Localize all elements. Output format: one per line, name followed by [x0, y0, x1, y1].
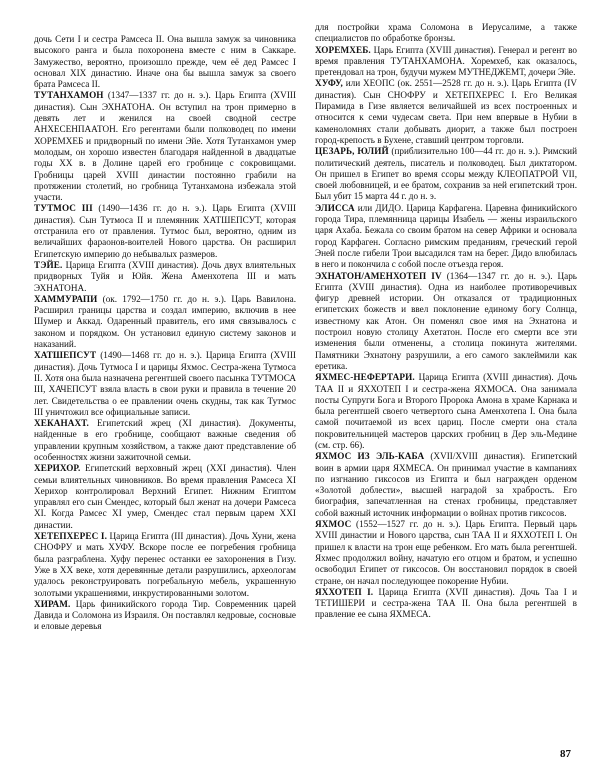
- entry-heading: ЭХНАТОН/АМЕНХОТЕП IV: [315, 270, 442, 281]
- entry-text: Египетский жрец (XI династия). Документы, найденные в его гробнице, сообщают важные сведения об управлении крупным хозяйством, а также дают представление об особенностях жизни зажиточной семьи.: [34, 418, 296, 462]
- entry-thutmose-iii: [34, 203, 296, 259]
- left-column: [34, 34, 296, 633]
- entry-tutankhamun: [34, 90, 296, 203]
- right-column: [315, 22, 577, 621]
- entry-heading: ХОРЕМХЕБ.: [315, 44, 371, 55]
- entry-text: Царица Египта (III династия). Дочь Хуни, жена СНОФРУ и мать ХУФУ. Вскоре после ее погребения гробница была разграблена. Хуфу перенес останки ее захоронения в Гизу. Уже в XX веке, хотя деревянные детали разрушились, археологам удалось реконструировать погребальную мебель, украшенную золотыми украшениями, инкрустированными золотом.: [34, 531, 296, 598]
- entry-khufu: [315, 78, 577, 146]
- entry-text: Царица Египта (XVIII династия). Дочь ТАА II и ЯХХОТЕП I и сестра-жена ЯХМОСА. Она занимала посты Супруги Бога и Второго Пророка Амона в храме Карнака и была регентшей своего четвертого сына Аменхотепа I. Она была самой почитаемой из всех цариц. После смерти она стала покровительницей мастеров царских гробниц в Дер эль-Медине (см. стр. 66).: [315, 372, 577, 450]
- entry-heading: ХАТШЕПСУТ: [34, 350, 97, 361]
- entry-hekanakht: [34, 418, 296, 463]
- left-continuation-text: дочь Сети I и сестра Рамсеса II. Она вышла замуж за чиновника высокого ранга и была похоронена вместе с ним в Саккаре. Замужество, вероятно, произошло прежде, чем её дед Рамсес I основал XIX династию. Иначе она бы вышла замуж за своего брата Рамсеса II.: [34, 34, 296, 90]
- entry-text: Царь финикийского города Тир. Современник царей Давида и Соломона из Израиля. Он поставлял кедровые, сосновые и еловые деревья: [34, 598, 296, 632]
- entry-text: Египетский верховный жрец (XXI династия). Член семьи влиятельных чиновников. Во время правления Рамсеса XI Херихор контролировал Верхний Египет. Нижним Египтом управлял его сын Смендес, который был женат на дочери Рамсеса XI. Когда Рамсес XI умер, Смендес стал первым царем XXI династии.: [34, 463, 296, 530]
- entry-heading: ЯХМОС ИЗ ЭЛЬ-КАБА: [315, 451, 425, 462]
- entry-text: (1364—1347 гг. до н. э.). Царь Египта (XVIII династия). Одна из наиболее противоречивых фигур древней истории. Он отказался от традиционных египетских божеств и ввел поклонение единому богу Солнца, известному как Атон. Он поменял свое имя на Эхнатона и построил новую столицу Ахетатон. После его смерти все эти изменения были отменены, а столица покинута жителями. Памятники Эхнатону разрушили, а его самого заклеймили как еретика.: [315, 270, 577, 371]
- entry-ahmose-el-kab: [315, 451, 577, 519]
- entry-hiram: [34, 599, 296, 633]
- entry-text: Царица Египта (XVII династия). Дочь Таа I и ТЕТИШЕРИ и сестра-жена ТАА II. Она была регентшей в правление ее сына ЯХМЕСА.: [315, 586, 577, 620]
- entry-heading: ЦЕЗАРЬ, ЮЛИЙ: [315, 146, 389, 157]
- entry-heading: ЯХМЕС-НЕФЕРТАРИ.: [315, 372, 415, 383]
- page-number: 87: [560, 748, 571, 760]
- entry-hatshepsut: [34, 350, 296, 418]
- entry-heading: ЯХХОТЕП I.: [315, 586, 374, 597]
- entry-text: (приблизительно 100—44 гг. до н. э.). Римский политический деятель, писатель и полководец. Был диктатором. Он пришел в Египет во время ссоры между КЛЕОПАТРОЙ VII, своей любовницей, и ее братом, сохранив за ней египетский трон. Был убит 15 марта 44 г. до н. э.: [315, 146, 577, 202]
- entry-heading: ХИРАМ.: [34, 598, 71, 609]
- entry-text: Царица Египта (XVIII династия). Дочь двух влиятельных придворных Туйя и Юйя. Жена Аменхотепа III и мать ЭХНАТОНА.: [34, 259, 296, 293]
- entry-ahmose: [315, 519, 577, 587]
- entry-hammurabi: [34, 294, 296, 350]
- entry-text: или ХЕОПС (ок. 2551—2528 гг. до н. э.). Царь Египта (IV династия). Сын СНОФРУ и ХЕТЕПХЕРЕС I. Его Великая Пирамида в Гизе является величайшей из всех построенных и относится к семи чудесам света. При нем впервые в Нубии в каменоломнях стали добывать диорит, а также был построен город-крепость в Бухене, ставший центром торговли.: [315, 78, 577, 145]
- entry-text: (1552—1527 гг. до н. э.). Царь Египта. Первый царь XVIII династии и Нового царства, сын ТАА II и ЯХХОТЕП I. Он пришел к власти на трон еще ребенком. Его мать была регентшей. Яхмес продолжил войну, начатую его отцом и братом, и успешно освободил Египет от гиксосов. Он восстановил порядок в своей стране, он начал последующее покорение Нубии.: [315, 519, 577, 586]
- right-continuation-text: для постройки храма Соломона в Иерусалиме, а также специалистов по обработке бронзы.: [315, 22, 577, 44]
- entry-heading: ТУТМОС III: [34, 203, 93, 214]
- entry-text: (1490—1468 гг. до н. э.). Царица Египта (XVIII династия). Дочь Тутмоса I и царицы Яхмос. Сестра-жена Тутмоса II. Хотя она была назначена регентшей своего пасынка ТУТМОСА III, ХАЧЕПСУТ взяла власть в свои руки и правила в течение 20 лет. Свидетельства о ее правлении очень скудны, так как Тутмос III уничтожил все официальные записи.: [34, 350, 296, 417]
- entry-heading: ХЕКАНАХТ.: [34, 418, 89, 429]
- entry-heading: ЭЛИССА: [315, 202, 355, 213]
- entry-heading: ХЕРИХОР.: [34, 463, 81, 474]
- entry-text: (XVII/XVIII династия). Египетский воин в армии царя ЯХМЕСА. Он принимал участие в кампаниях по изгнанию гиксосов из Египта и был награжден орденом «Золотой доблести», высшей наградой за храбрость. Его биография, запечатленная на стенах гробницы, представляет собой важный источник информации о войнах против гиксосов.: [315, 451, 578, 518]
- entry-heading: ТУТАНХАМОН: [34, 90, 104, 101]
- entry-heading: ТЭЙЕ.: [34, 259, 63, 270]
- entry-horemheb: [315, 45, 577, 79]
- entry-text: (1347—1337 гг. до н. э.). Царь Египта (XVIII династия). Сын ЭХНАТОНА. Он вступил на трон примерно в девять лет и женился на своей сводной сестре АНХЕСЕНПААТОН. Его регентами были полководец по имени ХОРЕМХЕБ и придворный по имени Эйе. Хотя Тутанхамон умер молодым, он хорошо известен благодаря найденной в двадцатые годы XX в. в Долине царей его гробнице с сокровищами. Гробницы царей XVIII династии постоянно грабили на протяжении столетий, но гробница Тутанхамона избежала этой участи.: [34, 90, 296, 203]
- entry-ahhotep-i: [315, 587, 577, 621]
- entry-ahmose-nefertari: [315, 372, 577, 451]
- entry-herihor: [34, 463, 296, 531]
- entry-text: (ок. 1792—1750 гг. до н. э.). Царь Вавилона. Расширил границы царства и создал империю, включив в нее Шумер и Аккад. Одаренный правитель, его имя связывалось с законом и порядком. Он установил единую систему законов и наказаний.: [34, 293, 296, 350]
- entry-heading: ХЕТЕПХЕРЕС I.: [34, 531, 107, 542]
- entry-text: Царь Египта (XVIII династия). Генерал и регент во время правления ТУТАНХАМОНА. Хоремхеб, как оказалось, претендовал на трон, будучи мужем МУТНЕДЖЕМТ, дочери Эйе.: [315, 44, 577, 78]
- entry-heading: ХУФУ,: [315, 78, 343, 89]
- entry-tiye: [34, 260, 296, 294]
- entry-elissa: [315, 203, 577, 271]
- entry-heading: ХАММУРАПИ: [34, 293, 98, 304]
- entry-text: или ДИДО. Царица Карфагена. Царевна финикийского города Тира, племянница царицы Изабель — жены израильского царя Ахаба. Бежала со своим братом на север Африки и основала город Карфаген. Согласно римским преданиям, греческий герой Эней после гибели Трои высадился там на берег. Дидо влюбилась в него и покончила с собой после отъезда героя.: [315, 202, 577, 270]
- entry-text: (1490—1436 гг. до н. э.). Царь Египта (XVIII династия). Сын Тутмоса II и племянник ХАТШЕПСУТ, которая отстранила его от правления. Тутмос был, вероятно, одним из величайших фараонов-воителей Нового царства. Он расширил Египетскую империю до небывалых размеров.: [34, 203, 297, 259]
- entry-heading: ЯХМОС: [315, 519, 352, 530]
- entry-akhenaten: [315, 271, 577, 373]
- entry-hetepheres-i: [34, 531, 296, 599]
- entry-julius-caesar: [315, 146, 577, 202]
